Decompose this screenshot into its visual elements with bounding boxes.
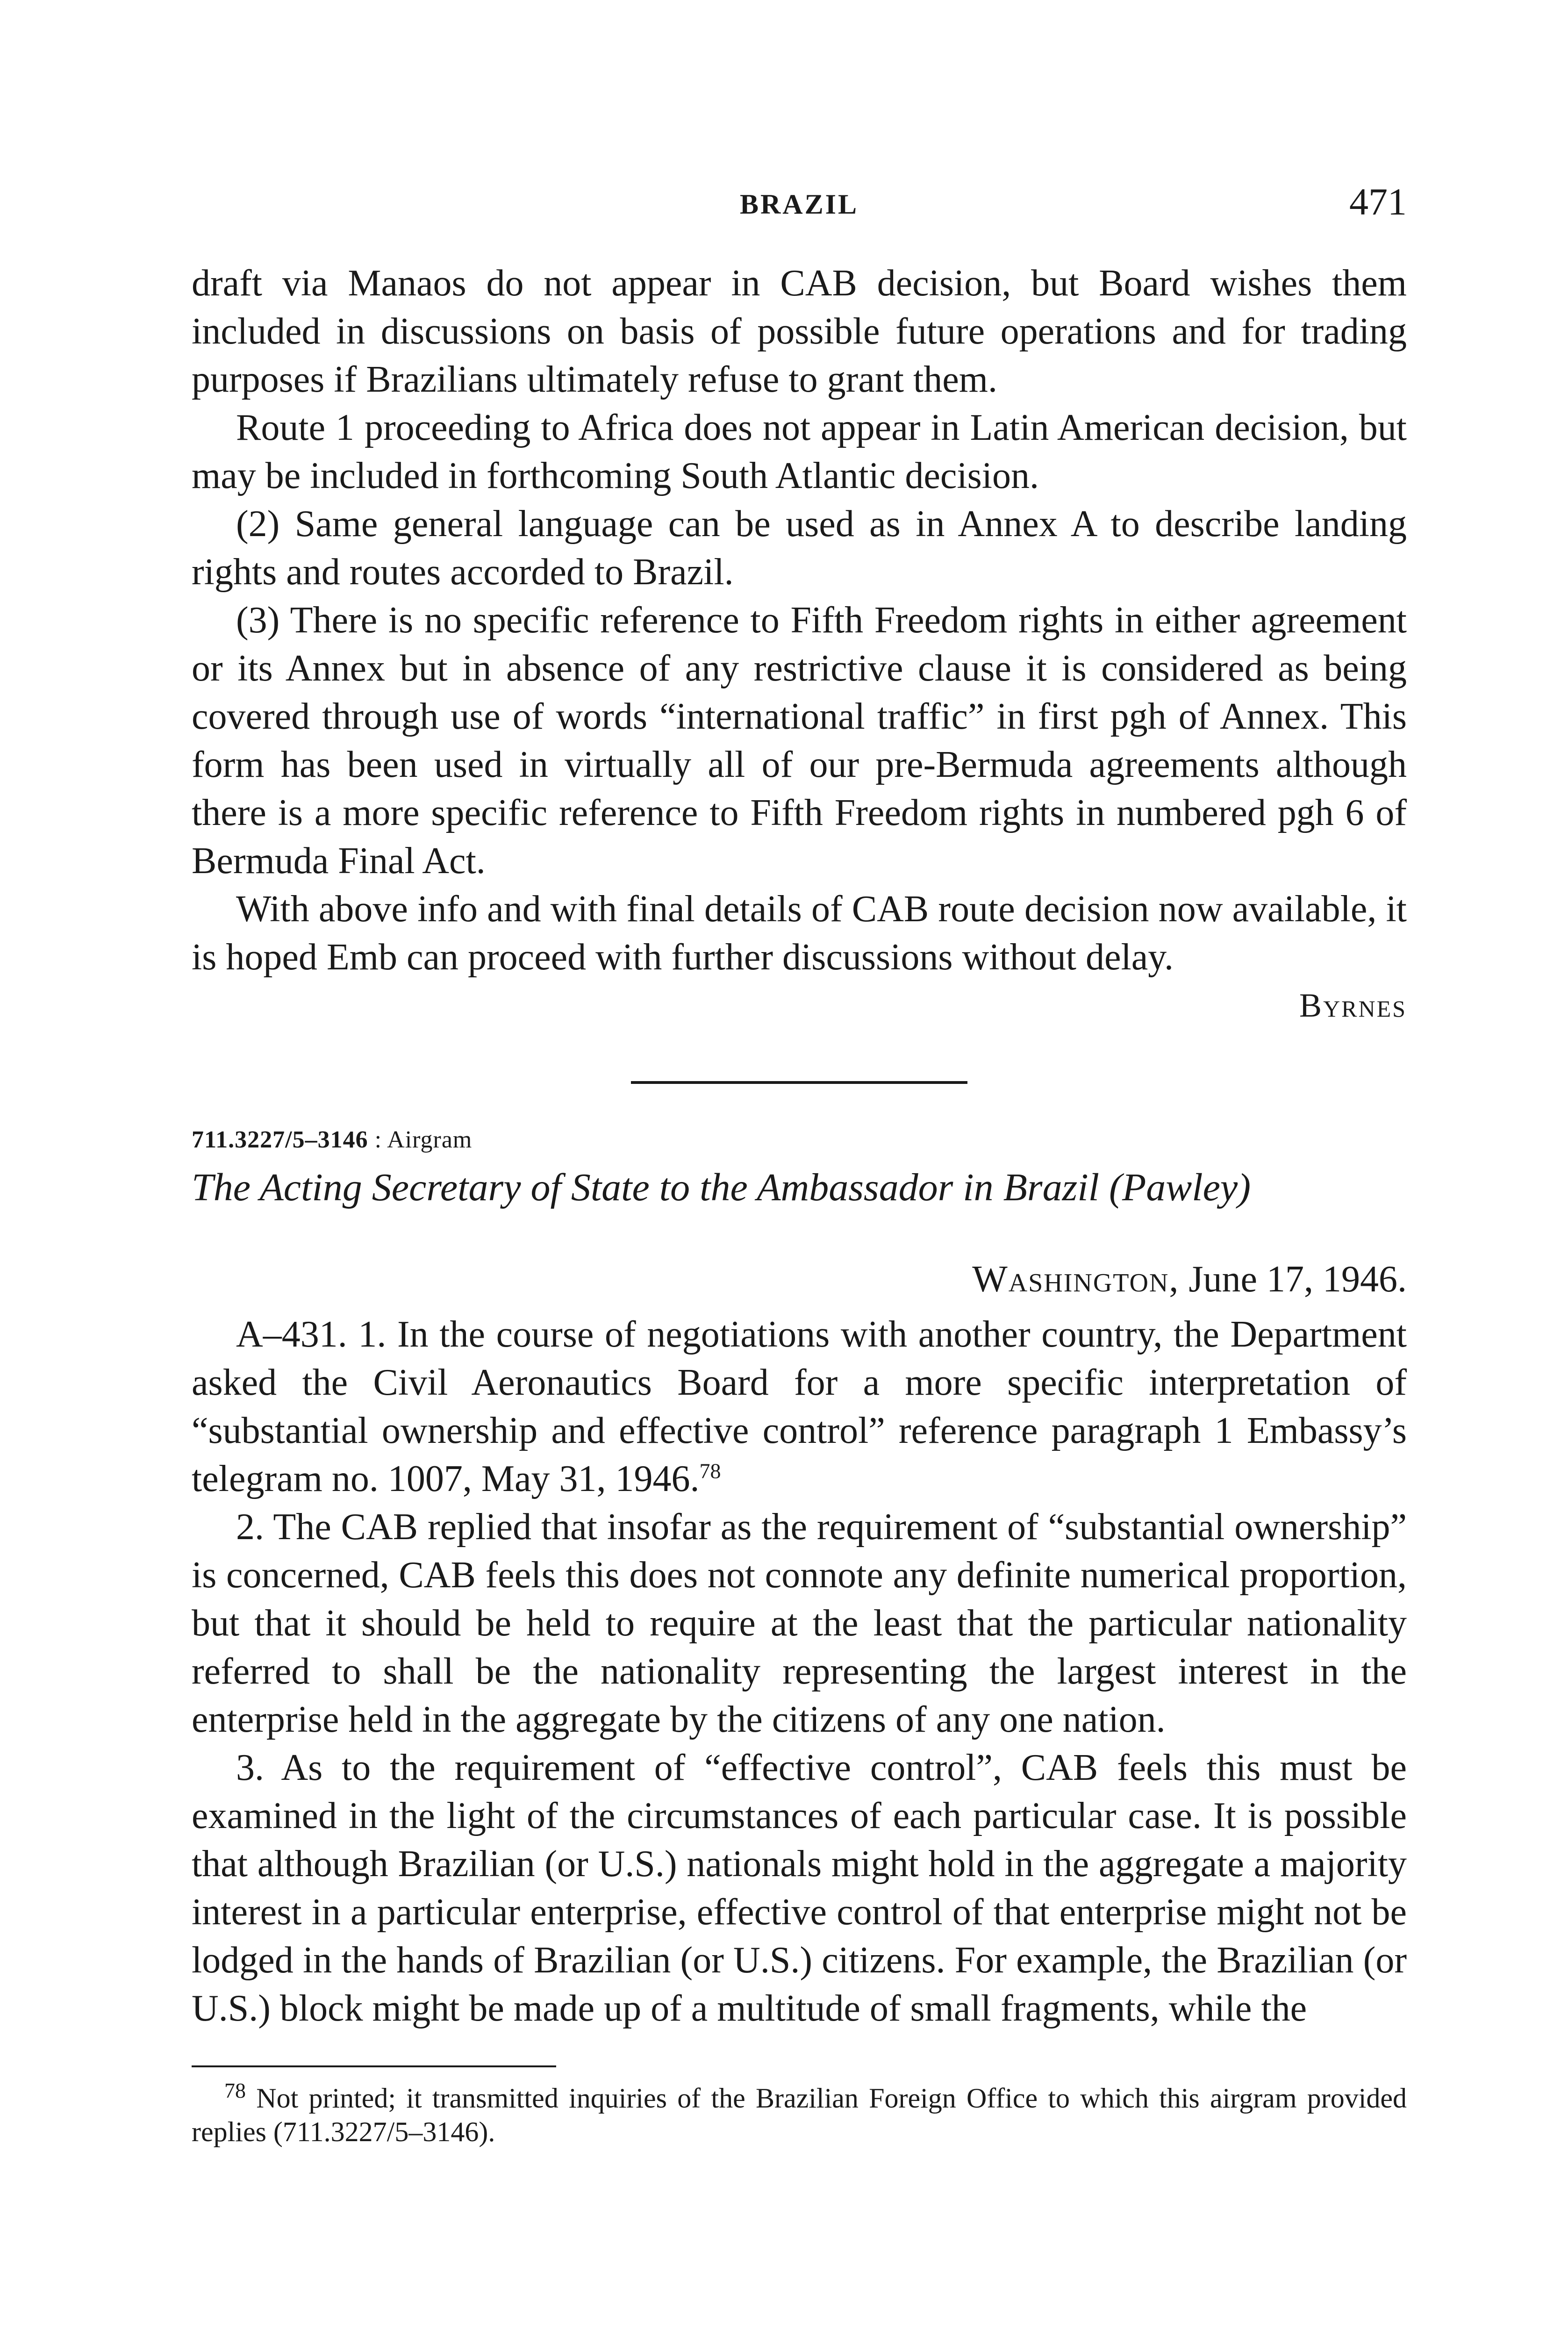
paragraph: [192, 1311, 1407, 1503]
running-head: BRAZIL: [739, 189, 859, 220]
signature: Byrnes: [1299, 987, 1407, 1024]
footnote: [192, 2081, 1407, 2149]
paragraph: With above info and with final details of CAB route decision now available, it is hoped Emb can proceed with further discussions without delay.: [192, 889, 1407, 978]
footnote-text: Not printed; it transmitted inquiries of the Brazilian Foreign Office to which this airgram provided replies (711.3227/5–3146).: [192, 2083, 1407, 2147]
paragraph-text: A–431. 1. In the course of negotiations with another country, the Department asked the Civil Aeronautics Board for a more specific interpretation of “substantial ownership and effective control” reference paragraph 1 Embassy’s telegram no. 1007, May 31, 1946.: [192, 1314, 1407, 1499]
file-type: : Airgram: [374, 1126, 473, 1153]
paragraph: (3) There is no specific reference to Fifth Freedom rights in either agreement or its Annex but in absence of any restrictive clause it is considered as being covered through use of words “international traffic” in first pgh of Annex. This form has been used in virtually all of our pre-Bermuda agreements although there is a more specific reference to Fifth Freedom rights in numbered pgh 6 of Bermuda Final Act.: [192, 600, 1407, 882]
paragraph: 2. The CAB replied that insofar as the requirement of “substantial ownership” is concerned, CAB feels this does not connote any definite numerical proportion, but that it should be held to require at the least that the particular nationality referred to shall be the nationality representing the largest interest in the enterprise held in the aggregate by the citizens of any one nation.: [192, 1506, 1407, 1740]
paragraph: Route 1 proceeding to Africa does not appear in Latin American decision, but may be included in forthcoming South Atlantic decision.: [192, 407, 1407, 496]
dateline-date: June 17, 1946.: [1189, 1259, 1407, 1300]
dateline-place: Washington,: [972, 1259, 1180, 1300]
page-number: 471: [1349, 180, 1407, 223]
paragraph: 3. As to the requirement of “effective control”, CAB feels this must be examined in the light of the circumstances of each particular case. It is possible that although Brazilian (or U.S.) nationals might hold in the aggregate a majority interest in a particular enterprise, effective control of that enterprise might not be lodged in the hands of Brazilian (or U.S.) citizens. For example, the Brazilian (or U.S.) block might be made up of a multitude of small fragments, while the: [192, 1747, 1407, 2029]
body-text: [192, 259, 1407, 2149]
paragraph: (2) Same general language can be used as in Annex A to describe landing rights and routes accorded to Brazil.: [192, 503, 1407, 593]
document-title: The Acting Secretary of State to the Ambassador in Brazil (Pawley): [192, 1166, 1251, 1209]
section-divider: [631, 1081, 967, 1084]
file-number: 711.3227/5–3146: [192, 1126, 368, 1153]
footnote-reference: 78: [699, 1459, 721, 1483]
page-header: [192, 180, 1407, 231]
dateline: [192, 1255, 1407, 1304]
footnote-marker: 78: [224, 2079, 246, 2102]
footnote-divider: [192, 2065, 556, 2067]
document-reference: [192, 1126, 1407, 1154]
paragraph: draft via Manaos do not appear in CAB decision, but Board wishes them included in discussions on basis of possible future operations and for trading purposes if Brazilians ultimately refuse to grant them.: [192, 263, 1407, 400]
